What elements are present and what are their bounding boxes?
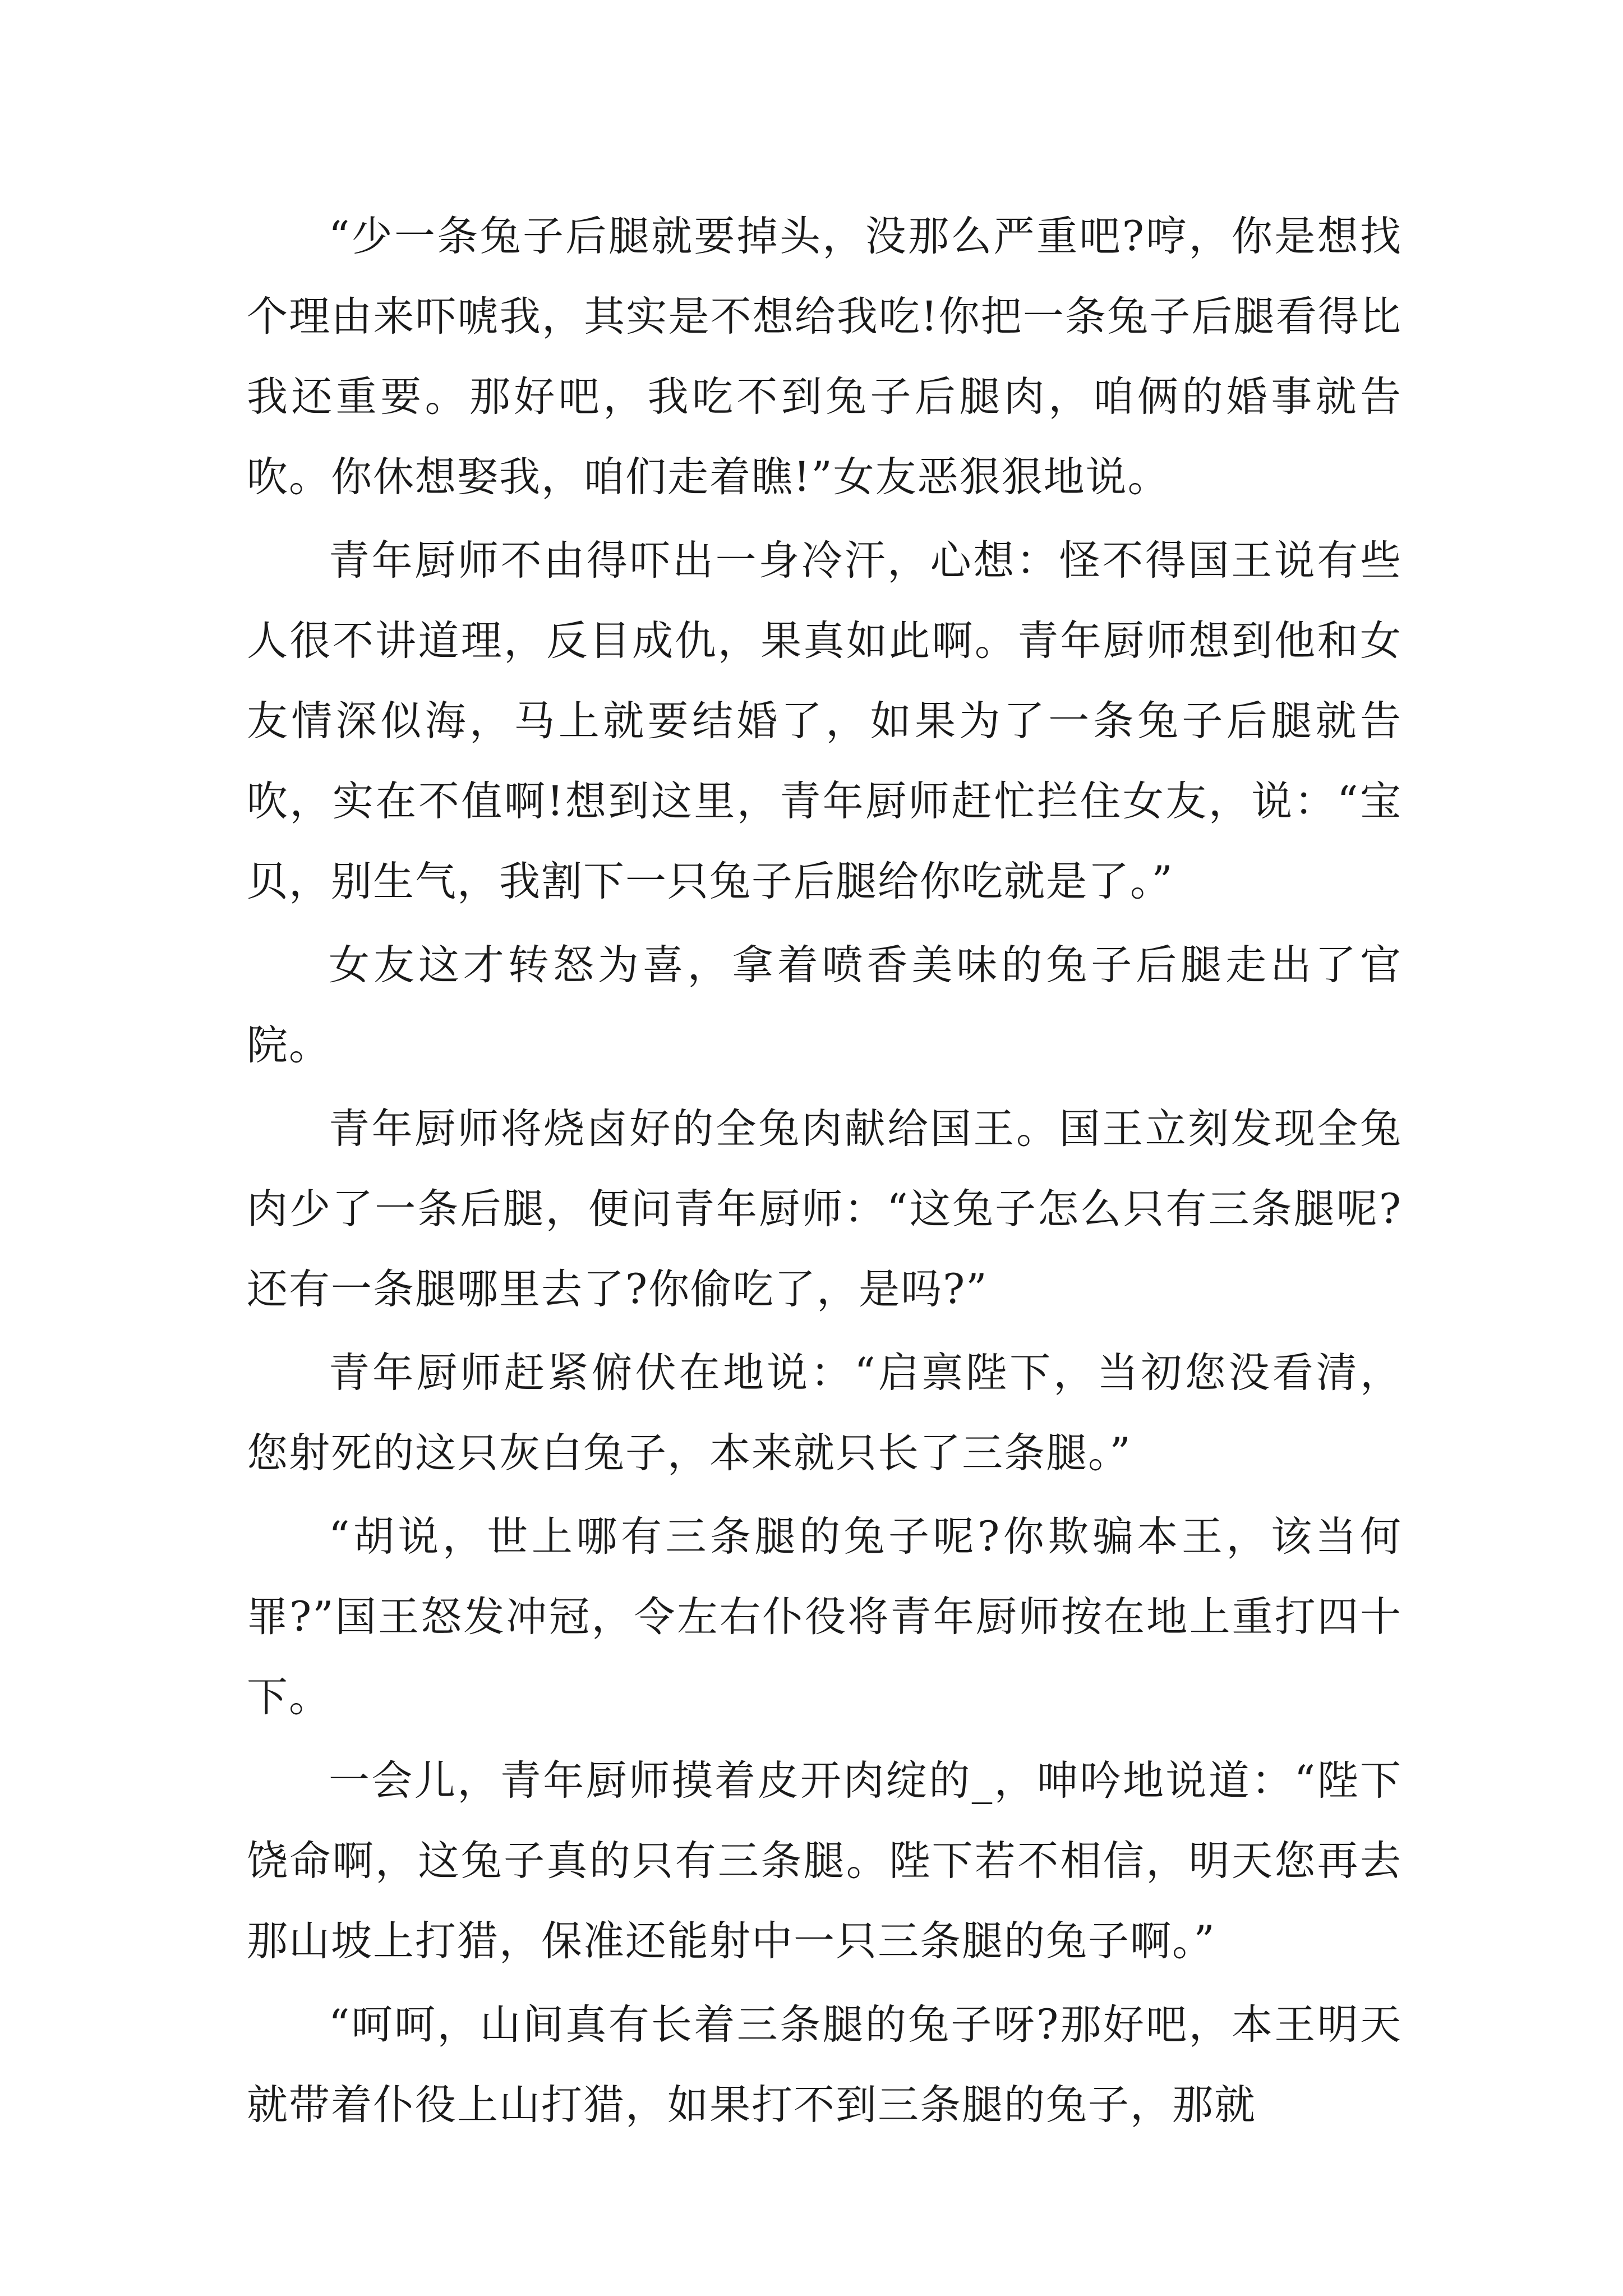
paragraph: 青年厨师赶紧俯伏在地说：“启禀陛下，当初您没看清，您射死的这只灰白兔子，本来就只长了三条腿。”	[247, 1349, 1402, 1477]
paragraph: 青年厨师不由得吓出一身冷汗，心想：怪不得国王说有些人很不讲道理，反目成仇，果真如此啊。青年厨师想到他和女友情深似海，马上就要结婚了，如果为了一条兔子后腿就告吹，实在不值啊!想到这里，青年厨师赶忙拦住女友，说：“宝贝，别生气，我割下一只兔子后腿给你吃就是了。”	[247, 537, 1402, 905]
document-body	[247, 196, 1402, 2145]
paragraph: 女友这才转怒为喜，拿着喷香美味的兔子后腿走出了官院。	[247, 941, 1402, 1069]
paragraph: 一会儿，青年厨师摸着皮开肉绽的_，呻吟地说道：“陛下饶命啊，这兔子真的只有三条腿。陛下若不相信，明天您再去那山坡上打猎，保准还能射中一只三条腿的兔子啊。”	[247, 1757, 1402, 1965]
paragraph: “胡说，世上哪有三条腿的兔子呢?你欺骗本王，该当何罪?”国王怒发冲冠，令左右仆役将青年厨师按在地上重打四十下。	[247, 1513, 1402, 1721]
paragraph: “呵呵，山间真有长着三条腿的兔子呀?那好吧，本王明天就带着仆役上山打猎，如果打不到三条腿的兔子，那就	[247, 2001, 1402, 2129]
paragraph: “少一条兔子后腿就要掉头，没那么严重吧?哼，你是想找个理由来吓唬我，其实是不想给我吃!你把一条兔子后腿看得比我还重要。那好吧，我吃不到兔子后腿肉，咱俩的婚事就告吹。你休想娶我，咱们走着瞧!”女友恶狠狠地说。	[247, 213, 1402, 501]
paragraph: 青年厨师将烧卤好的全兔肉献给国王。国王立刻发现全兔肉少了一条后腿，便问青年厨师：“这兔子怎么只有三条腿呢?还有一条腿哪里去了?你偷吃了，是吗?”	[247, 1105, 1402, 1313]
